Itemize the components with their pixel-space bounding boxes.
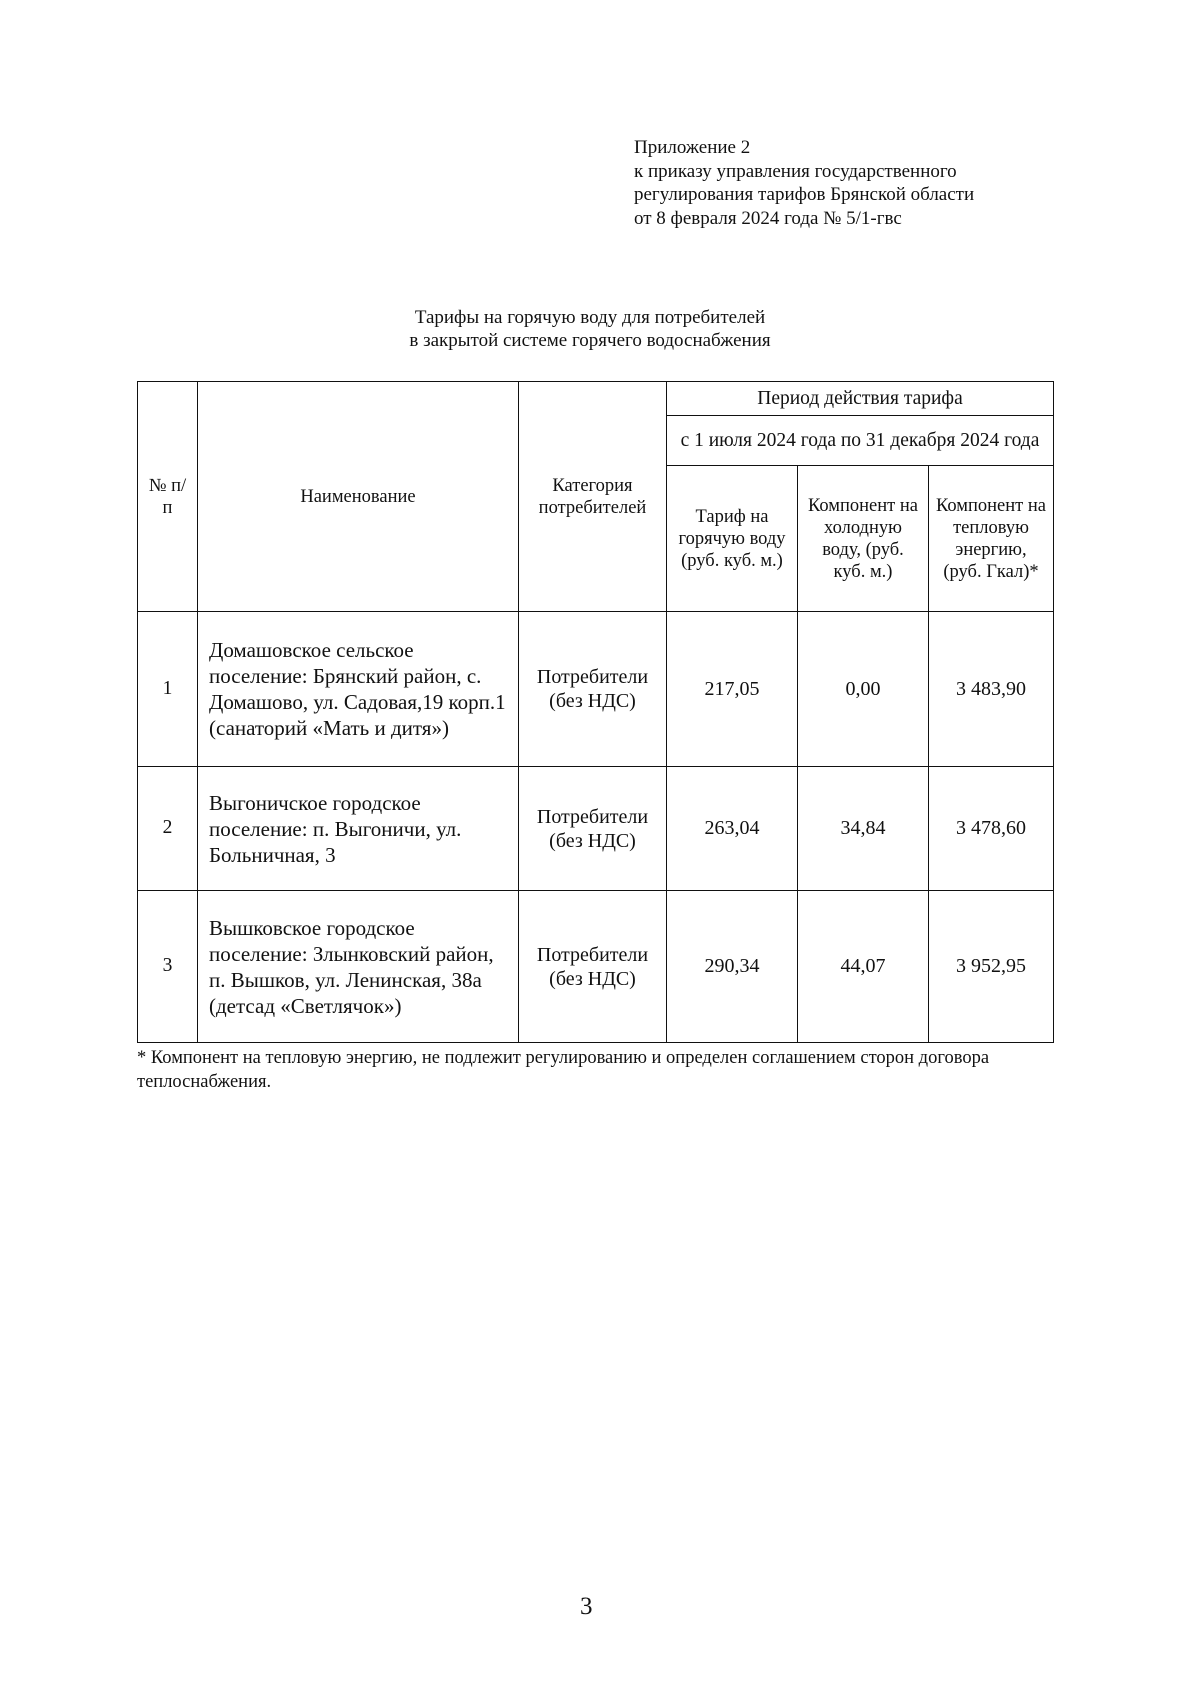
table-row [138,612,1054,767]
tariff-table [137,381,1054,1043]
header-num: № п/п [138,382,198,612]
header-period-group: Период действия тарифа [667,382,1054,416]
row-num: 2 [138,767,198,891]
header-period: с 1 июля 2024 года по 31 декабря 2024 года [667,416,1054,466]
document-title [300,306,880,352]
row-cold: 34,84 [798,767,929,891]
row-category: Потребители (без НДС) [519,612,667,767]
row-cold: 0,00 [798,612,929,767]
header-tariff: Тариф на горячую воду (руб. куб. м.) [667,466,798,612]
appendix-line-1: Приложение 2 [634,137,751,158]
appendix-line-4: от 8 февраля 2024 года № 5/1-гвс [634,207,902,229]
row-cold: 44,07 [798,891,929,1043]
row-name: Выгоничское городское поселение: п. Выгоничи, ул. Больничная, 3 [198,767,519,891]
title-line-1: Тарифы на горячую воду для потребителей [414,307,766,328]
row-name: Домашовское сельское поселение: Брянский район, с. Домашово, ул. Садовая,19 корп.1 (санаторий «Мать и дитя») [198,612,519,767]
header-cold-component: Компонент на холодную воду, (руб. куб. м.) [798,466,929,612]
appendix-header [634,136,974,230]
row-heat: 3 483,90 [929,612,1054,767]
footnote: * Компонент на тепловую энергию, не подлежит регулированию и определен соглашением сторон договора теплоснабжения. [137,1048,990,1092]
row-num: 3 [138,891,198,1043]
row-category: Потребители (без НДС) [519,767,667,891]
row-name: Вышковское городское поселение: Злынковский район, п. Вышков, ул. Ленинская, 38а (детсад «Светлячок») [198,891,519,1043]
table-row [138,891,1054,1043]
header-name: Наименование [198,382,519,612]
appendix-line-3: регулирования тарифов Брянской области [634,184,975,205]
row-tariff: 290,34 [667,891,798,1043]
page-number: 3 [580,1593,593,1620]
table-row [138,767,1054,891]
row-heat: 3 478,60 [929,767,1054,891]
row-tariff: 217,05 [667,612,798,767]
appendix-line-2: к приказу управления государственного [634,160,957,182]
row-num: 1 [138,612,198,767]
title-line-2: в закрытой системе горячего водоснабжения [409,330,771,351]
row-heat: 3 952,95 [929,891,1054,1043]
row-category: Потребители (без НДС) [519,891,667,1043]
header-heat-component: Компонент на тепловую энергию, (руб. Гкал)* [929,466,1054,612]
header-category: Категория потребителей [519,382,667,612]
row-tariff: 263,04 [667,767,798,891]
